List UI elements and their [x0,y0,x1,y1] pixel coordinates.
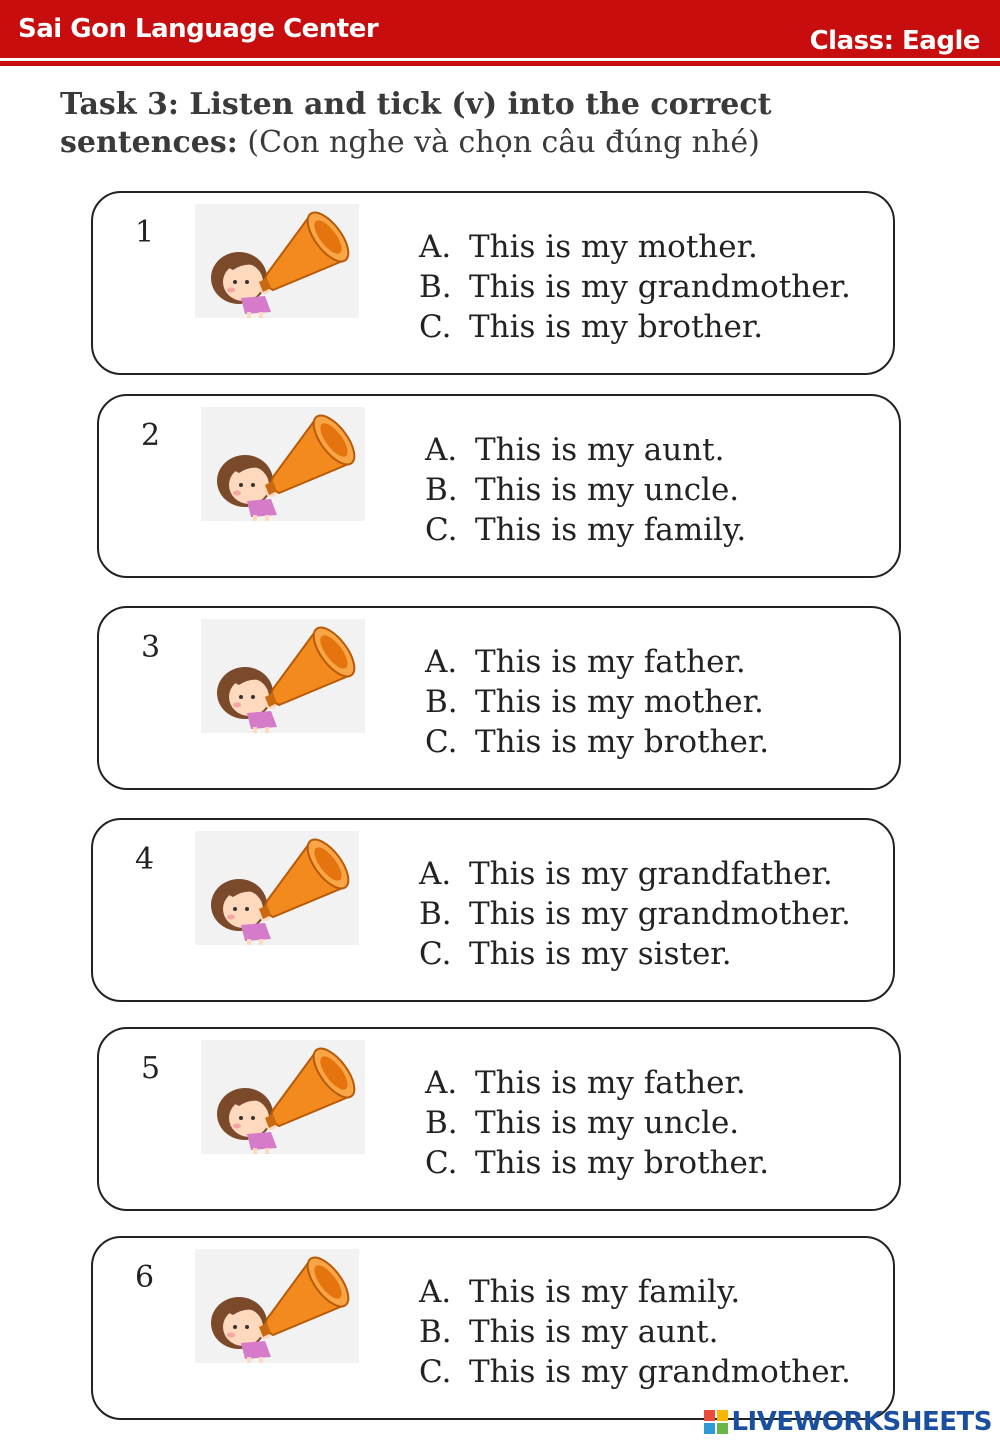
option-text: This is my aunt. [469,1314,719,1350]
option-text: This is my father. [475,644,746,680]
megaphone-girl-icon[interactable] [201,619,365,733]
option-letter: A. [425,432,458,468]
option-item[interactable] [425,470,746,510]
option-letter: A. [425,644,458,680]
option-list [419,854,851,974]
option-letter: A. [419,1274,452,1310]
option-item[interactable] [425,722,769,762]
option-letter: B. [419,1314,452,1350]
question-number: 1 [135,215,155,250]
option-text: This is my brother. [475,724,770,760]
task-title-line2: sentences: [60,125,238,160]
question-card [97,394,901,578]
option-text: This is my uncle. [475,472,740,508]
watermark [703,1407,992,1437]
header-bar [0,0,1000,58]
option-item[interactable] [425,682,769,722]
option-letter: B. [425,472,458,508]
option-letter: B. [419,269,452,305]
option-list [425,430,746,550]
option-text: This is my sister. [469,936,732,972]
option-text: This is my grandmother. [469,269,851,305]
task-title: Task 3: Listen and tick (v) into the correct [60,87,772,122]
option-item[interactable] [419,1312,851,1352]
liveworksheets-logo-icon [703,1409,729,1435]
megaphone-girl-icon[interactable] [201,407,365,521]
option-letter: C. [419,309,452,345]
option-text: This is my brother. [469,309,764,345]
option-item[interactable] [419,1272,851,1312]
option-text: This is my brother. [475,1145,770,1181]
option-text: This is my family. [475,512,747,548]
option-text: This is my father. [475,1065,746,1101]
option-text: This is my aunt. [475,432,725,468]
question-card [91,818,895,1002]
option-letter: B. [419,896,452,932]
class-label: Class: Eagle [809,26,980,56]
option-letter: B. [425,684,458,720]
watermark-text: LIVEWORKSHEETS [731,1407,992,1437]
question-card [97,1027,901,1211]
option-item[interactable] [419,1352,851,1392]
option-letter: A. [425,1065,458,1101]
option-text: This is my uncle. [475,1105,740,1141]
option-letter: C. [419,936,452,972]
option-text: This is my mother. [475,684,764,720]
option-item[interactable] [425,430,746,470]
option-item[interactable] [419,894,851,934]
option-letter: C. [425,1145,458,1181]
option-item[interactable] [419,307,851,347]
question-number: 2 [141,418,161,453]
question-number: 3 [141,630,161,665]
option-text: This is my grandmother. [469,896,851,932]
question-card [97,606,901,790]
option-item[interactable] [419,227,851,267]
option-letter: C. [425,724,458,760]
option-letter: B. [425,1105,458,1141]
option-list [425,1063,769,1183]
option-text: This is my grandmother. [469,1354,851,1390]
question-card [91,191,895,375]
option-letter: A. [419,856,452,892]
megaphone-girl-icon[interactable] [195,1249,359,1363]
option-text: This is my family. [469,1274,741,1310]
option-text: This is my grandfather. [469,856,833,892]
option-item[interactable] [425,642,769,682]
option-item[interactable] [419,854,851,894]
option-list [425,642,769,762]
question-number: 5 [141,1051,161,1086]
option-item[interactable] [425,510,746,550]
option-letter: A. [419,229,452,265]
question-card [91,1236,895,1420]
megaphone-girl-icon[interactable] [201,1040,365,1154]
question-number: 4 [135,842,155,877]
header-divider [0,61,1000,66]
task-note: (Con nghe và chọn câu đúng nhé) [247,125,760,160]
question-number: 6 [135,1260,155,1295]
megaphone-girl-icon[interactable] [195,831,359,945]
option-item[interactable] [419,267,851,307]
megaphone-girl-icon[interactable] [195,204,359,318]
option-item[interactable] [425,1063,769,1103]
option-letter: C. [425,512,458,548]
option-item[interactable] [425,1143,769,1183]
option-item[interactable] [419,934,851,974]
center-name: Sai Gon Language Center [18,14,379,44]
option-list [419,227,851,347]
task-instructions [60,86,960,162]
option-item[interactable] [425,1103,769,1143]
option-list [419,1272,851,1392]
option-text: This is my mother. [469,229,758,265]
option-letter: C. [419,1354,452,1390]
